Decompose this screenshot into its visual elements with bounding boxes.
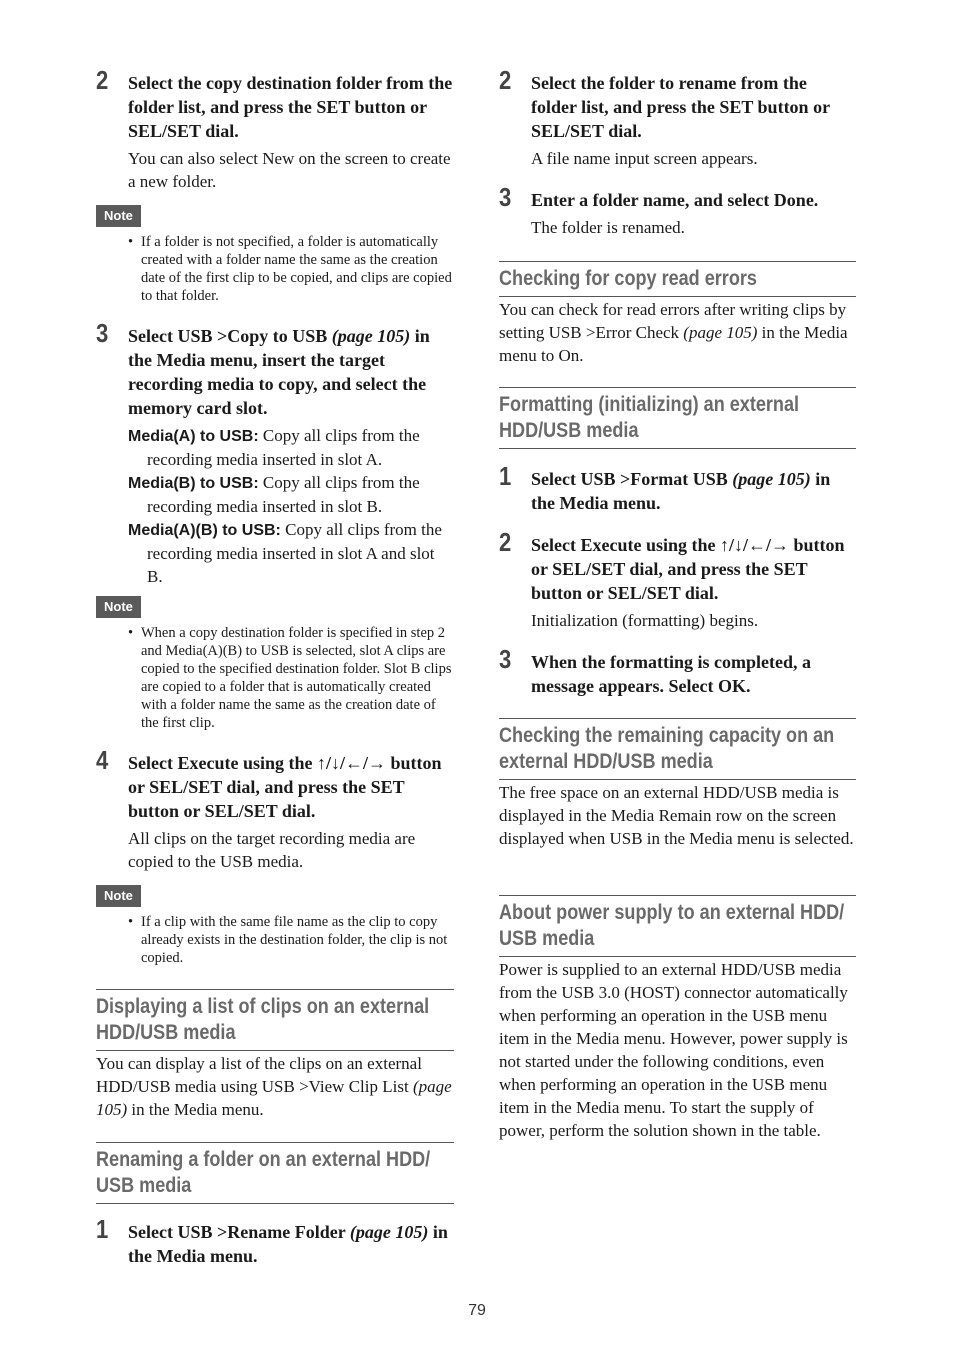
definition-item: Media(A)(B) to USB: Copy all clips from the recording media inserted in slot A and slot B. <box>128 520 442 586</box>
step-instruction: Enter a folder name, and select Done. <box>531 190 819 210</box>
note-item: • If a folder is not specified, a folder is automatically created with a folder name the same as the creation date of the first clip to be copied, and clips are copied to that folder. <box>128 233 454 305</box>
section-heading-clip-list <box>96 989 454 1051</box>
section-heading-read-errors <box>499 261 856 297</box>
format-step-2 <box>499 527 856 632</box>
step-instruction: Select USB >Rename Folder (page 105) in the Media menu. <box>128 1222 448 1266</box>
note-list <box>128 233 454 305</box>
rename-step-1 <box>96 1214 454 1268</box>
step-instruction: Select Execute using the ↑/↓/←/→ button or SEL/SET dial, and press the SET button or SEL/SET dial. <box>128 753 442 821</box>
note-list <box>128 913 454 967</box>
section-title: Renaming a folder on an external HDD/ USB media <box>96 1148 431 1197</box>
section-body: Power is supplied to an external HDD/USB media from the USB 3.0 (HOST) connector automatically when performing an operation in the USB menu item in the Media menu. However, power supply is not started under the following conditions, even when performing an operation in the USB menu item in the Media menu. To start the supply of power, perform the solution shown in the table. <box>499 960 848 1140</box>
step-body: A file name input screen appears. <box>531 149 758 168</box>
step-instruction: Select Execute using the ↑/↓/←/→ button or SEL/SET dial, and press the SET button or SEL/SET dial. <box>531 535 845 603</box>
note-block-2 <box>96 596 454 732</box>
format-step-1 <box>499 461 856 515</box>
note-badge: Note <box>96 205 141 227</box>
rename-step-3 <box>499 182 856 239</box>
step-number: 1 <box>96 1214 109 1244</box>
rename-step-2 <box>499 65 856 170</box>
step-instruction: Select USB >Format USB (page 105) in the Media menu. <box>531 469 831 513</box>
section-heading-capacity <box>499 718 856 780</box>
definition-list <box>96 424 454 588</box>
note-item: • When a copy destination folder is specified in step 2 and Media(A)(B) to USB is selected, slot A clips are copied to the specified destination folder. Slot B clips are copied to a folder that is automatically created with a folder name the same as the creation date of the first clip. <box>128 624 454 732</box>
section-title: Formatting (initializing) an external HDD/USB media <box>499 393 800 442</box>
copy-step-2 <box>96 65 454 193</box>
step-number: 3 <box>499 644 512 674</box>
step-number: 2 <box>499 527 512 557</box>
step-number: 2 <box>96 65 109 95</box>
step-instruction: When the formatting is completed, a message appears. Select OK. <box>531 652 811 696</box>
step-number: 4 <box>96 745 109 775</box>
step-body: The folder is renamed. <box>531 218 685 237</box>
definition-item: Media(A) to USB: Copy all clips from the recording media inserted in slot A. <box>128 426 420 469</box>
step-number: 3 <box>499 182 512 212</box>
copy-step-4 <box>96 745 454 873</box>
definition-item: Media(B) to USB: Copy all clips from the recording media inserted in slot B. <box>128 473 420 516</box>
format-step-3 <box>499 644 856 698</box>
section-body: You can check for read errors after writing clips by setting USB >Error Check (page 105) in the Media menu to On. <box>499 300 848 365</box>
step-body: All clips on the target recording media are copied to the USB media. <box>128 829 416 871</box>
page-reference: (page 105) <box>96 1077 452 1119</box>
step-number: 1 <box>499 461 512 491</box>
page-reference: (page 105) <box>683 323 758 342</box>
note-badge: Note <box>96 596 141 618</box>
note-block-3 <box>96 885 454 967</box>
section-body: You can display a list of the clips on an external HDD/USB media using USB >View Clip List (page 105) in the Media menu. <box>96 1054 452 1119</box>
note-item: • If a clip with the same file name as the clip to copy already exists in the destination folder, the clip is not copied. <box>128 913 454 967</box>
section-heading-power <box>499 895 856 957</box>
step-instruction: Select the folder to rename from the folder list, and press the SET button or SEL/SET dial. <box>531 73 830 141</box>
section-title: Checking for copy read errors <box>499 267 757 290</box>
page-reference: (page 105) <box>331 326 411 346</box>
section-title: Checking the remaining capacity on an external HDD/USB media <box>499 724 835 773</box>
step-number: 3 <box>96 318 109 348</box>
page-reference: (page 105) <box>349 1222 429 1242</box>
step-body: Initialization (formatting) begins. <box>531 611 759 630</box>
section-heading-format <box>499 387 856 449</box>
page-reference: (page 105) <box>732 469 811 489</box>
step-instruction: Select USB >Copy to USB (page 105) in the Media menu, insert the target recording media to copy, and select the memory card slot. <box>128 326 430 418</box>
step-body: You can also select New on the screen to create a new folder. <box>128 149 451 191</box>
section-title: About power supply to an external HDD/ USB media <box>499 901 845 950</box>
note-list <box>128 624 454 732</box>
step-instruction: Select the copy destination folder from the folder list, and press the SET button or SEL/SET dial. <box>128 73 453 141</box>
section-title: Displaying a list of clips on an external HDD/USB media <box>96 995 430 1044</box>
section-heading-rename <box>96 1142 454 1204</box>
section-body: The free space on an external HDD/USB media is displayed in the Media Remain row on the screen displayed when USB in the Media menu is selected. <box>499 783 854 848</box>
step-number: 2 <box>499 65 512 95</box>
page-number: 79 <box>468 1302 486 1319</box>
note-block-1 <box>96 205 454 305</box>
note-badge: Note <box>96 885 141 907</box>
copy-step-3 <box>96 318 454 588</box>
